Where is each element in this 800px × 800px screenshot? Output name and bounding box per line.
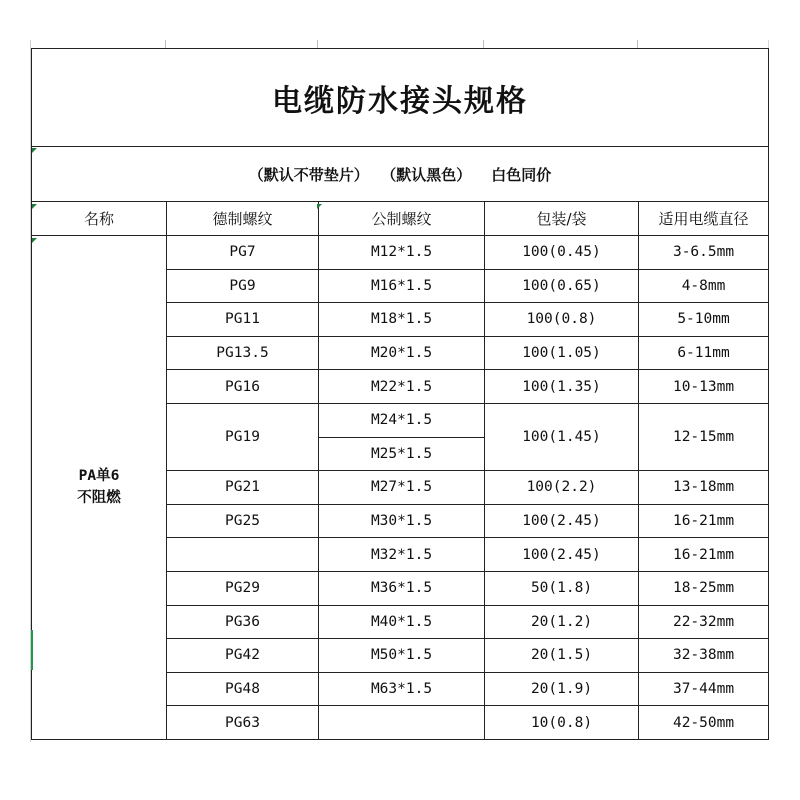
pg-thread-cell[interactable]: PG13.5	[167, 336, 319, 370]
column-divider	[165, 40, 166, 48]
column-divider	[483, 40, 484, 48]
cable-diameter-cell[interactable]: 3-6.5mm	[639, 236, 769, 270]
note-no-gasket: （默认不带垫片）	[248, 165, 369, 184]
metric-thread-cell[interactable]: M20*1.5	[319, 336, 485, 370]
column-divider	[317, 40, 318, 48]
cable-diameter-cell[interactable]: 5-10mm	[639, 303, 769, 337]
pack-cell[interactable]: 10(0.8)	[485, 706, 639, 740]
cable-diameter-cell[interactable]: 42-50mm	[639, 706, 769, 740]
metric-thread-cell[interactable]: M30*1.5	[319, 504, 485, 538]
metric-thread-cell[interactable]: M50*1.5	[319, 639, 485, 673]
selection-edge	[31, 630, 33, 670]
metric-thread-cell[interactable]: M27*1.5	[319, 471, 485, 505]
cable-diameter-cell[interactable]: 4-8mm	[639, 269, 769, 303]
pack-cell[interactable]: 100(2.2)	[485, 471, 639, 505]
table-title[interactable]: 电缆防水接头规格	[32, 49, 769, 147]
header-cable-diameter[interactable]: 适用电缆直径	[639, 202, 769, 236]
header-pg-thread[interactable]: 德制螺纹	[167, 202, 319, 236]
cable-diameter-cell[interactable]: 6-11mm	[639, 336, 769, 370]
metric-thread-cell[interactable]: M63*1.5	[319, 672, 485, 706]
cell-comment-marker	[32, 204, 37, 209]
metric-thread-cell[interactable]: M22*1.5	[319, 370, 485, 404]
cable-diameter-cell[interactable]: 16-21mm	[639, 538, 769, 572]
metric-thread-cell[interactable]: M24*1.5	[319, 403, 485, 437]
pack-cell[interactable]: 100(1.05)	[485, 336, 639, 370]
pack-cell[interactable]: 20(1.2)	[485, 605, 639, 639]
metric-thread-cell[interactable]: M12*1.5	[319, 236, 485, 270]
cable-diameter-cell[interactable]: 18-25mm	[639, 571, 769, 605]
product-name-line1: PA单6	[78, 468, 120, 485]
header-name[interactable]: 名称	[32, 202, 167, 236]
cable-diameter-cell[interactable]: 37-44mm	[639, 672, 769, 706]
pack-cell[interactable]: 100(2.45)	[485, 504, 639, 538]
column-divider	[637, 40, 638, 48]
note-default-black: （默认黑色）	[388, 165, 472, 184]
pg-thread-cell[interactable]: PG29	[167, 571, 319, 605]
pg-thread-cell[interactable]: PG9	[167, 269, 319, 303]
cell-comment-marker	[32, 148, 37, 153]
product-name-line2: 不阻燃	[77, 490, 121, 507]
metric-thread-cell[interactable]: M16*1.5	[319, 269, 485, 303]
cable-diameter-cell[interactable]: 16-21mm	[639, 504, 769, 538]
metric-thread-cell[interactable]: M18*1.5	[319, 303, 485, 337]
metric-thread-cell[interactable]: M36*1.5	[319, 571, 485, 605]
header-row	[32, 202, 769, 236]
pack-cell[interactable]: 20(1.5)	[485, 639, 639, 673]
pg-thread-cell[interactable]: PG21	[167, 471, 319, 505]
pack-cell[interactable]: 100(0.65)	[485, 269, 639, 303]
note-cell[interactable]	[32, 147, 769, 202]
cable-diameter-cell[interactable]: 10-13mm	[639, 370, 769, 404]
cable-diameter-cell[interactable]: 22-32mm	[639, 605, 769, 639]
cable-diameter-cell[interactable]: 12-15mm	[639, 403, 769, 470]
pg-thread-cell[interactable]: PG7	[167, 236, 319, 270]
header-metric-thread[interactable]: 公制螺纹	[319, 202, 485, 236]
header-pack[interactable]: 包装/袋	[485, 202, 639, 236]
pack-cell[interactable]: 100(2.45)	[485, 538, 639, 572]
note-white-same-price: 白色同价	[491, 165, 552, 184]
cable-diameter-cell[interactable]: 32-38mm	[639, 639, 769, 673]
pack-cell[interactable]: 100(1.45)	[485, 403, 639, 470]
pg-thread-cell[interactable]: PG63	[167, 706, 319, 740]
metric-thread-cell[interactable]: M32*1.5	[319, 538, 485, 572]
cell-comment-marker	[317, 204, 322, 209]
cable-diameter-cell[interactable]: 13-18mm	[639, 471, 769, 505]
spec-table	[31, 48, 769, 740]
pg-thread-cell[interactable]: PG36	[167, 605, 319, 639]
metric-thread-cell[interactable]	[319, 706, 485, 740]
cell-comment-marker	[32, 238, 37, 243]
pack-cell[interactable]: 20(1.9)	[485, 672, 639, 706]
pg-thread-cell[interactable]: PG25	[167, 504, 319, 538]
pg-thread-cell[interactable]	[167, 538, 319, 572]
pg-thread-cell[interactable]: PG19	[167, 403, 319, 470]
pg-thread-cell[interactable]: PG11	[167, 303, 319, 337]
pack-cell[interactable]: 100(0.8)	[485, 303, 639, 337]
metric-thread-cell[interactable]: M40*1.5	[319, 605, 485, 639]
table-row	[32, 236, 769, 270]
pack-cell[interactable]: 100(0.45)	[485, 236, 639, 270]
pack-cell[interactable]: 100(1.35)	[485, 370, 639, 404]
pg-thread-cell[interactable]: PG16	[167, 370, 319, 404]
product-name-cell[interactable]	[32, 236, 167, 740]
metric-thread-cell[interactable]: M25*1.5	[319, 437, 485, 471]
pg-thread-cell[interactable]: PG42	[167, 639, 319, 673]
pg-thread-cell[interactable]: PG48	[167, 672, 319, 706]
pack-cell[interactable]: 50(1.8)	[485, 571, 639, 605]
